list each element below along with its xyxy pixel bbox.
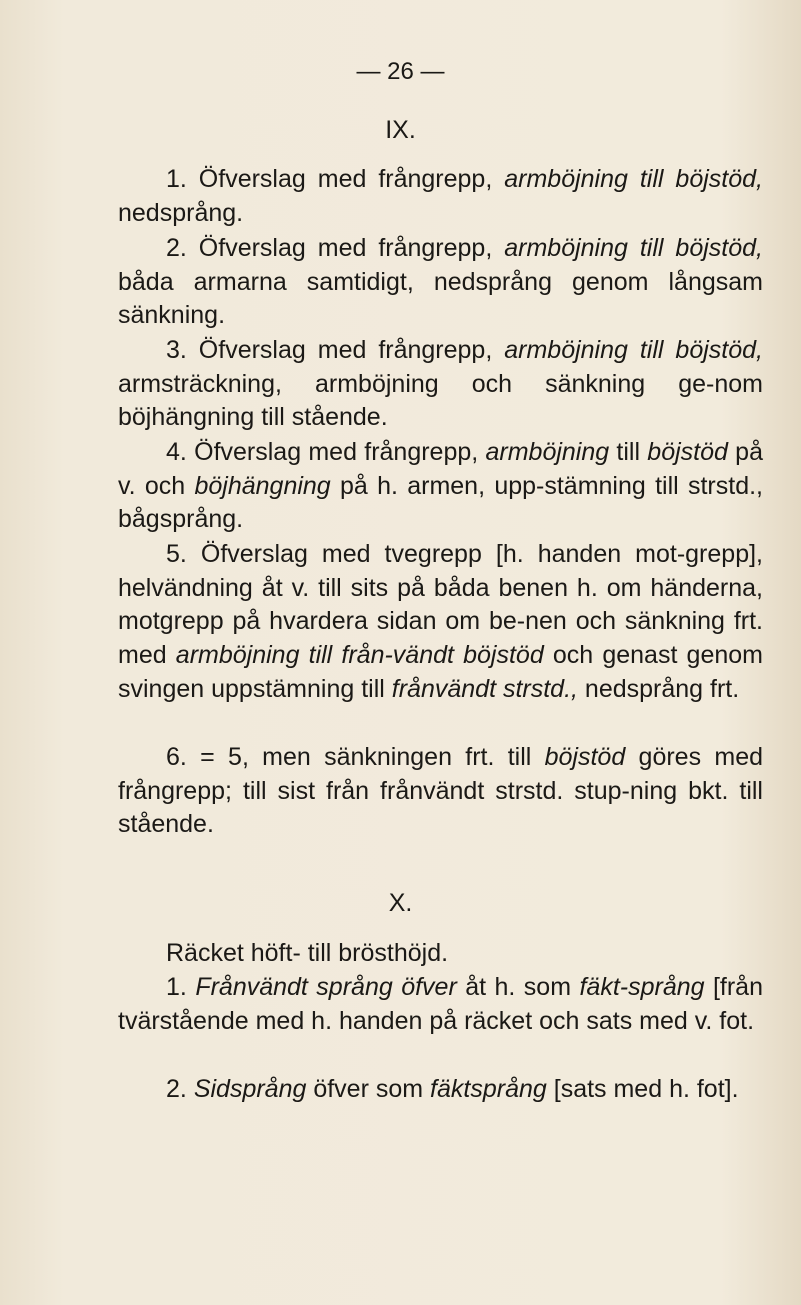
paragraph-ix-4: 4. Öfverslag med frångrepp, armböjning till böjstöd på v. och böjhängning på h. armen, upp-stämning till strstd., bågsprång. [118, 438, 763, 534]
item-number: 4. [166, 438, 187, 466]
item-number: 3. [166, 336, 187, 364]
item-number: 2. [166, 1075, 187, 1103]
item-number: 5. [166, 540, 187, 568]
item-number: 1. [166, 973, 187, 1001]
paragraph-ix-2: 2. Öfverslag med frångrepp, armböjning till böjstöd, båda armarna samtidigt, nedsprång genom långsam sänkning. [118, 234, 763, 330]
section-heading-ix: IX. [385, 116, 416, 144]
paragraph-ix-5: 5. Öfverslag med tvegrepp [h. handen mot-grepp], helvändning åt v. till sits på båda benen h. om händerna, motgrepp på hvardera sidan om be-nen och sänkning frt. med armböjning till från-vändt böjstöd och genast genom svingen uppstämning till frånvändt strstd., nedsprång frt. [118, 540, 763, 703]
paragraph-ix-6: 6. = 5, men sänkningen frt. till böjstöd göres med frångrepp; till sist från frånvändt strstd. stup-ning bkt. till stående. [118, 743, 763, 839]
item-number: 2. [166, 234, 187, 262]
paragraph-ix-3: 3. Öfverslag med frångrepp, armböjning till böjstöd, armsträckning, armböjning och sänkning ge-nom böjhängning till stående. [118, 336, 763, 432]
section-heading-x: X. [388, 889, 413, 917]
page-number: — 26 — [356, 58, 445, 85]
item-number: 6. [166, 743, 187, 771]
paragraph-x-intro: Räcket höft- till brösthöjd. [166, 939, 449, 967]
paragraph-x-1: 1. Frånvändt språng öfver åt h. som fäkt-språng [från tvärstående med h. handen på räcket och sats med v. fot. [118, 973, 763, 1035]
paragraph-ix-1: 1. Öfverslag med frångrepp, armböjning till böjstöd, nedsprång. [118, 165, 763, 227]
paragraph-x-2: 2. Sidsprång öfver som fäktsprång [sats med h. fot]. [166, 1075, 739, 1103]
item-number: 1. [166, 165, 187, 193]
